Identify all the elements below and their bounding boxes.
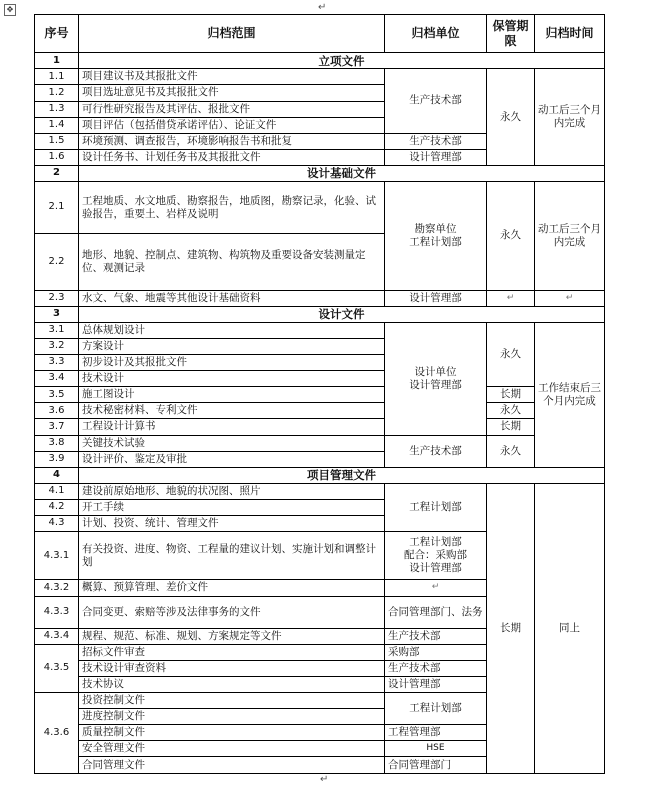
empty-cell-mark: ↵ <box>535 290 605 306</box>
section-row <box>35 165 605 181</box>
row-scope: 招标文件审查 <box>79 644 385 660</box>
row-no: 4.1 <box>35 483 79 499</box>
col-header-time: 归档时间 <box>535 15 605 53</box>
row-no: 2.1 <box>35 182 79 234</box>
row-scope: 总体规划设计 <box>79 322 385 338</box>
row-scope: 进度控制文件 <box>79 709 385 725</box>
paragraph-mark-icon: ↵ <box>318 2 327 13</box>
row-scope: 可行性研究报告及其评估、报批文件 <box>79 101 385 117</box>
row-scope: 地形、地貌、控制点、建筑物、构筑物及重要设备安装测量定位、观测记录 <box>79 234 385 290</box>
row-time: 工作结束后三个月内完成 <box>535 322 605 467</box>
table-row <box>35 387 605 403</box>
row-unit: 合同管理部门 <box>385 757 487 774</box>
table-header-row <box>35 15 605 53</box>
col-header-scope: 归档范围 <box>79 15 385 53</box>
row-no: 2.3 <box>35 290 79 306</box>
row-scope: 技术设计审查资料 <box>79 660 385 676</box>
row-scope: 关键技术试验 <box>79 435 385 451</box>
section-title: 立项文件 <box>79 53 605 69</box>
col-header-no: 序号 <box>35 15 79 53</box>
table-row <box>35 290 605 306</box>
row-scope: 设计任务书、计划任务书及其报批文件 <box>79 149 385 165</box>
row-no: 3.8 <box>35 435 79 451</box>
row-period: 长期 <box>487 419 535 435</box>
section-row <box>35 53 605 69</box>
row-unit: 工程计划部 <box>385 693 487 725</box>
row-scope: 项目建议书及其报批文件 <box>79 69 385 85</box>
row-unit: 勘察单位 工程计划部 <box>385 182 487 291</box>
section-no: 1 <box>35 53 79 69</box>
row-unit: 采购部 <box>385 644 487 660</box>
row-time: 动工后三个月内完成 <box>535 182 605 291</box>
section-title: 设计基础文件 <box>79 165 605 181</box>
row-unit: 生产技术部 <box>385 69 487 133</box>
section-row <box>35 467 605 483</box>
row-no: 1.5 <box>35 133 79 149</box>
row-unit: 工程计划部 <box>385 483 487 531</box>
row-unit: 工程管理部 <box>385 725 487 741</box>
row-scope: 技术协议 <box>79 677 385 693</box>
section-title: 项目管理文件 <box>79 467 605 483</box>
row-scope: 开工手续 <box>79 499 385 515</box>
row-unit: 合同管理部门、法务 <box>385 596 487 628</box>
row-no: 4.3.1 <box>35 532 79 580</box>
row-period: 永久 <box>487 435 535 467</box>
row-no: 1.6 <box>35 149 79 165</box>
table-row <box>35 69 605 85</box>
row-no: 3.6 <box>35 403 79 419</box>
row-scope: 计划、投资、统计、管理文件 <box>79 516 385 532</box>
row-no: 1.4 <box>35 117 79 133</box>
row-unit: 设计管理部 <box>385 290 487 306</box>
paragraph-mark-icon: ↵ <box>320 774 329 785</box>
row-no: 4.3 <box>35 516 79 532</box>
row-scope: 概算、预算管理、差价文件 <box>79 580 385 596</box>
row-scope: 技术设计 <box>79 371 385 387</box>
row-no: 2.2 <box>35 234 79 290</box>
row-unit: 设计管理部 <box>385 149 487 165</box>
section-no: 4 <box>35 467 79 483</box>
row-no: 4.3.5 <box>35 644 79 692</box>
row-period: 永久 <box>487 322 535 386</box>
row-unit: 生产技术部 <box>385 435 487 467</box>
row-no: 3.3 <box>35 355 79 371</box>
table-row <box>35 322 605 338</box>
row-scope: 项目评估（包括借贷承诺评估）、论证文件 <box>79 117 385 133</box>
col-header-period: 保管期限 <box>487 15 535 53</box>
row-period: 永久 <box>487 182 535 291</box>
row-no: 3.5 <box>35 387 79 403</box>
row-scope: 设计评价、鉴定及审批 <box>79 451 385 467</box>
row-scope: 合同管理文件 <box>79 757 385 774</box>
row-period: 长期 <box>487 387 535 403</box>
row-no: 4.3.4 <box>35 628 79 644</box>
table-row <box>35 483 605 499</box>
row-unit: 设计管理部 <box>385 677 487 693</box>
row-period: 永久 <box>487 403 535 419</box>
table-row <box>35 182 605 234</box>
row-unit: 生产技术部 <box>385 133 487 149</box>
row-scope: 方案设计 <box>79 338 385 354</box>
row-unit: 工程计划部 配合：采购部 设计管理部 <box>385 532 487 580</box>
row-scope: 施工图设计 <box>79 387 385 403</box>
row-no: 3.1 <box>35 322 79 338</box>
section-no: 3 <box>35 306 79 322</box>
section-row <box>35 306 605 322</box>
row-no: 1.3 <box>35 101 79 117</box>
row-scope: 安全管理文件 <box>79 741 385 757</box>
row-unit: 生产技术部 <box>385 628 487 644</box>
col-header-unit: 归档单位 <box>385 15 487 53</box>
row-no: 1.1 <box>35 69 79 85</box>
row-no: 3.7 <box>35 419 79 435</box>
row-scope: 规程、规范、标准、规划、方案规定等文件 <box>79 628 385 644</box>
row-time: 同上 <box>535 483 605 773</box>
row-unit: 生产技术部 <box>385 660 487 676</box>
row-no: 4.3.3 <box>35 596 79 628</box>
table-row <box>35 403 605 419</box>
row-no: 3.2 <box>35 338 79 354</box>
row-scope: 有关投资、进度、物资、工程量的建议计划、实施计划和调整计划 <box>79 532 385 580</box>
table-row <box>35 419 605 435</box>
row-scope: 项目选址意见书及其报批文件 <box>79 85 385 101</box>
row-scope: 水文、气象、地震等其他设计基础资料 <box>79 290 385 306</box>
row-no: 3.9 <box>35 451 79 467</box>
row-period: 永久 <box>487 69 535 166</box>
row-scope: 初步设计及其报批文件 <box>79 355 385 371</box>
section-no: 2 <box>35 165 79 181</box>
row-period: 长期 <box>487 483 535 773</box>
row-scope: 技术秘密材料、专利文件 <box>79 403 385 419</box>
row-unit: HSE <box>385 741 487 757</box>
empty-cell-mark: ↵ <box>487 290 535 306</box>
row-no: 1.2 <box>35 85 79 101</box>
row-unit: 设计单位 设计管理部 <box>385 322 487 435</box>
row-scope: 建设前原始地形、地貌的状况图、照片 <box>79 483 385 499</box>
archive-table <box>34 14 605 774</box>
row-scope: 环境预测、调查报告，环境影响报告书和批复 <box>79 133 385 149</box>
table-anchor-icon[interactable]: ✥ <box>4 4 16 16</box>
table-row <box>35 435 605 451</box>
row-no: 4.3.2 <box>35 580 79 596</box>
section-title: 设计文件 <box>79 306 605 322</box>
row-no: 4.3.6 <box>35 693 79 774</box>
row-scope: 工程设计计算书 <box>79 419 385 435</box>
row-no: 3.4 <box>35 371 79 387</box>
row-scope: 质量控制文件 <box>79 725 385 741</box>
row-no: 4.2 <box>35 499 79 515</box>
row-scope: 投资控制文件 <box>79 693 385 709</box>
row-time: 动工后三个月内完成 <box>535 69 605 166</box>
empty-cell-mark: ↵ <box>385 580 487 596</box>
row-scope: 工程地质、水文地质、勘察报告，地质图，勘察记录，化验、试验报告，重要土、岩样及说明 <box>79 182 385 234</box>
row-scope: 合同变更、索赔等涉及法律事务的文件 <box>79 596 385 628</box>
